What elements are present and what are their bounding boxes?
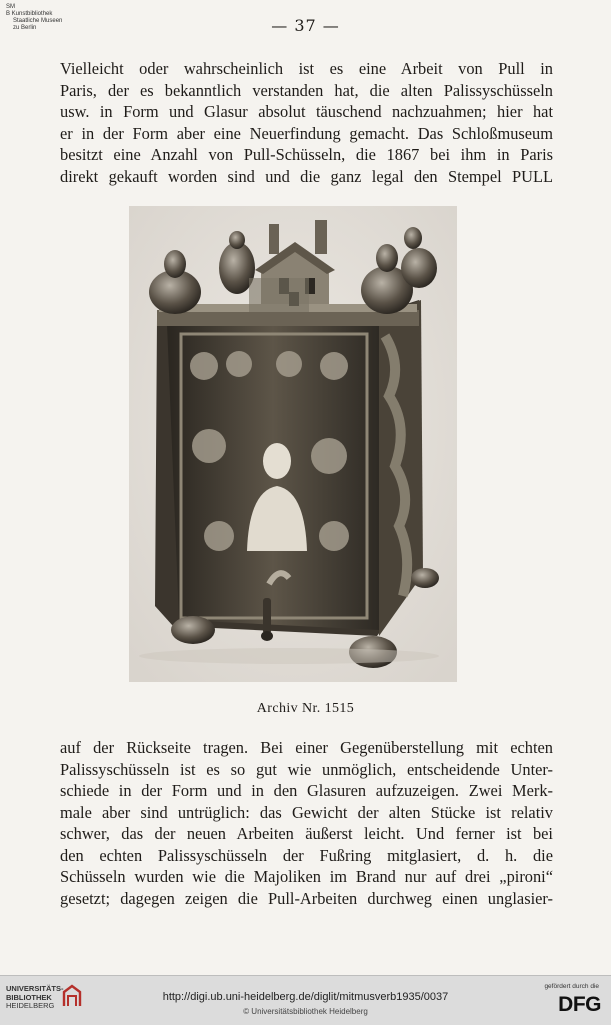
funding-note: gefördert durch die: [544, 983, 599, 990]
text-line: male aber sind untrüglich: das Gewicht der alten Stücke ist relativ: [60, 802, 553, 822]
paragraph-top: [60, 58, 553, 187]
paragraph-bottom: [60, 737, 553, 909]
digitization-footer: [0, 975, 611, 1025]
text-line: auf der Rückseite tragen. Bei einer Gegenüberstellung mit echten: [60, 738, 553, 757]
library-name-line: HEIDELBERG: [6, 1001, 55, 1010]
dfg-logo: DFG: [558, 993, 601, 1016]
library-name-line: UNIVERSITÄTS-: [6, 984, 64, 993]
copyright-notice: © Universitätsbibliothek Heidelberg: [243, 1007, 368, 1016]
text-line: Palissyschüsseln ist es so gut wie unmöglich, entscheidende Unter-: [60, 759, 553, 779]
photograph-ceramic-vessel: [129, 206, 457, 682]
text-line: Schüsseln wurden wie die Majoliken im Brand nur auf drei „pironi“: [60, 867, 553, 886]
page-number: — 37 —: [271, 16, 340, 35]
text-line: usw. in Form und Glasur absolut täuschend nachzuahmen; hier hat: [60, 102, 553, 121]
text-line: schiede in der Form und in den Glasuren aufzuzeigen. Zwei Merk-: [60, 781, 553, 800]
library-name-line: BIBLIOTHEK: [6, 992, 52, 1002]
ceramic-vessel-illustration: [129, 206, 457, 682]
stamp-line: zu Berlin: [13, 25, 37, 31]
figure-caption: Archiv Nr. 1515: [256, 701, 355, 716]
text-line: gesetzt; dagegen zeigen die Pull-Arbeiten durchweg einen unglasier-: [60, 888, 553, 908]
text-line: Paris, der es bekanntlich verstanden hat, die alten Palissyschüsseln: [60, 80, 553, 100]
text-line: direkt gekauft worden sind und die ganz legal den Stempel PULL: [60, 166, 553, 186]
text-line: schwer, das der neuen Arbeiten äußerst leicht. Und ferner ist bei: [60, 824, 553, 843]
stamp-line: Staatliche Museen: [13, 18, 63, 24]
stamp-line: B Kunstbibliothek: [6, 11, 53, 17]
text-line: den echten Palissyschüsseln der Fußring mitglasiert, d. h. die: [60, 845, 553, 865]
stamp-line: SM: [6, 4, 15, 10]
text-line: besitzt eine Anzahl von Pull-Schüsseln, die 1867 bei ihm in Paris: [60, 145, 553, 164]
permalink-url[interactable]: http://digi.ub.uni-heidelberg.de/diglit/mitmusverb1935/0037: [162, 991, 449, 1003]
text-line: Vielleicht oder wahrscheinlich ist es eine Arbeit von Pull in: [60, 59, 553, 78]
text-line: er in der Form aber eine Neuerfindung gemacht. Das Schloßmuseum: [60, 123, 553, 143]
